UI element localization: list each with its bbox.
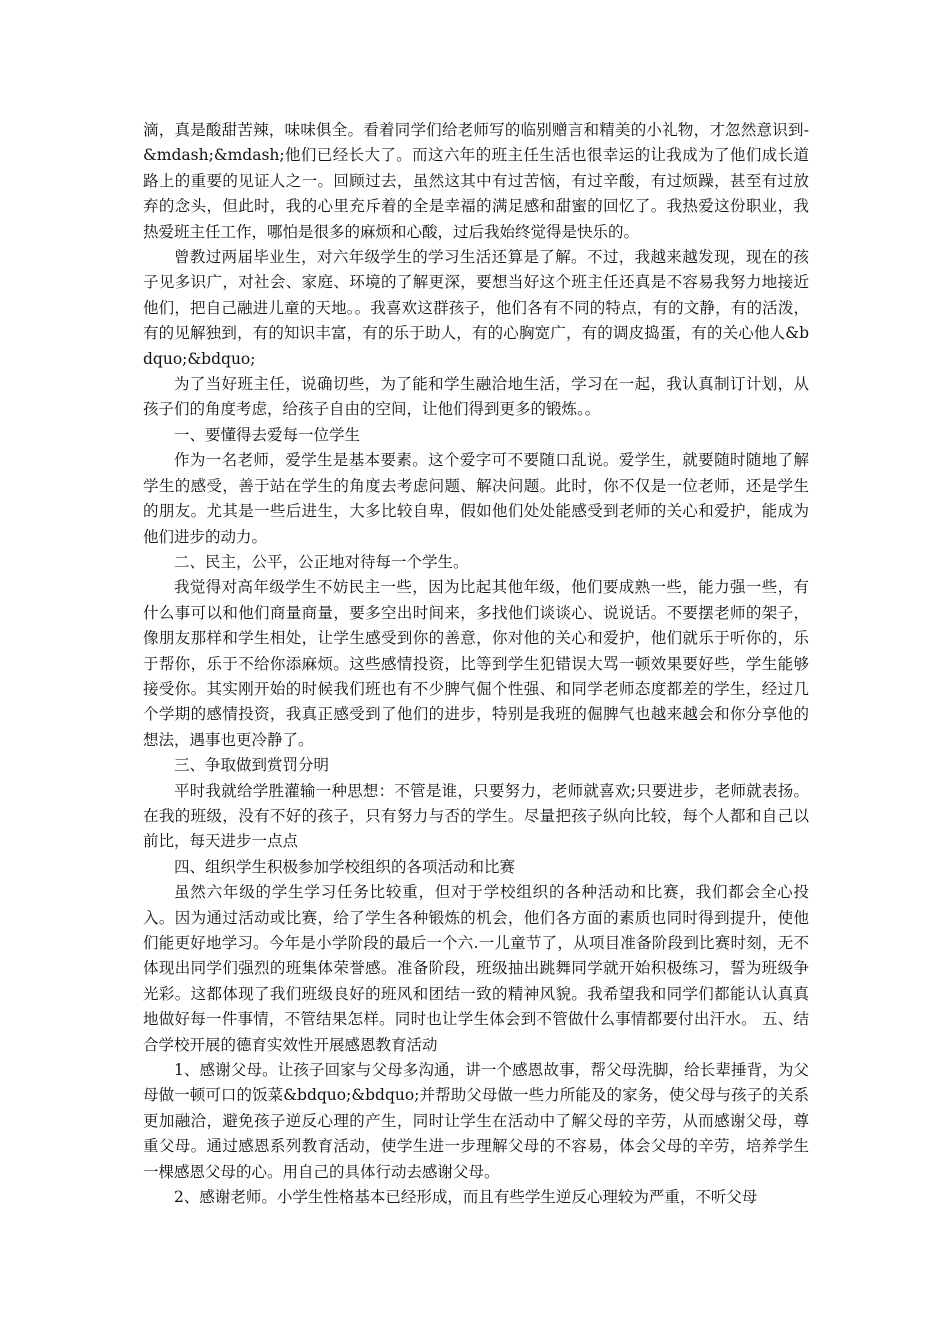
document-page (143, 118, 809, 1210)
section-heading-3: 三、争取做到赏罚分明 (174, 756, 330, 775)
paragraph-love-students: 作为一名老师，爱学生是基本要素。这个爱字可不要随口乱说。爱学生，就要随时随地了解学生的感受，善于站在学生的角度去考虑问题、解决问题。此时，你不仅是一位老师，还是学生的朋友。尤其是一些后进生，大多比较自卑，假如他们处处能感受到老师的关心和爱护，能成为他们进步的动力。 (143, 451, 809, 546)
paragraph-democracy: 我觉得对高年级学生不妨民主一些，因为比起其他年级，他们要成熟一些，能力强一些，有什么事可以和他们商量商量，要多空出时间来，多找他们谈谈心、说说话。不要摆老师的架子，像朋友那样和学生相处，让学生感受到你的善意，你对他的关心和爱护，他们就乐于听你的，乐于帮你，乐于不给你添麻烦。这些感情投资，比等到学生犯错误大骂一顿效果要好些，学生能够接受你。其实刚开始的时候我们班也有不少脾气倔个性强、和同学老师态度都差的学生，经过几个学期的感情投资，我真正感受到了他们的进步，特别是我班的倔脾气也越来越会和你分享他的想法，遇事也更冷静了。 (143, 578, 809, 749)
paragraph-intro-continuation: 滴，真是酸甜苦辣，味味俱全。看着同学们给老师写的临别赠言和精美的小礼物，才忽然意识到-&mdash;&mdash;他们已经长大了。而这六年的班主任生活也很幸运的让我成为了他们成长道路上的重要的见证人之一。回顾过去，虽然这其中有过苦恼，有过辛酸，有过烦躁，甚至有过放弃的念头，但此时，我的心里充斥着的全是幸福的满足感和甜蜜的回忆了。我热爱这份职业，我热爱班主任工作，哪怕是很多的麻烦和心酸，过后我始终觉得是快乐的。 (143, 121, 809, 241)
paragraph-thank-teachers: 2、感谢老师。小学生性格基本已经形成，而且有些学生逆反心理较为严重，不听父母 (174, 1188, 758, 1207)
section-heading-4: 四、组织学生积极参加学校组织的各项活动和比赛 (174, 857, 516, 876)
section-heading-1: 一、要懂得去爱每一位学生 (174, 425, 361, 444)
paragraph-plan: 为了当好班主任，说确切些，为了能和学生融洽地生活，学习在一起，我认真制订计划，从孩子们的角度考虑，给孩子自由的空间，让他们得到更多的锻炼。。 (143, 375, 809, 419)
paragraph-rewards: 平时我就给学胜灌输一种思想：不管是谁，只要努力，老师就喜欢;只要进步，老师就表扬。在我的班级，没有不好的孩子，只有努力与否的学生。尽量把孩子纵向比较，每个人都和自己以前比，每天进步一点点 (143, 781, 809, 851)
paragraph-activities: 虽然六年级的学生学习任务比较重，但对于学校组织的各种活动和比赛，我们都会全心投入。因为通过活动或比赛，给了学生各种锻炼的机会，他们各方面的素质也同时得到提升，使他们能更好地学习。今年是小学阶段的最后一个六.一儿童节了，从项目准备阶段到比赛时刻，无不体现出同学们强烈的班集体荣誉感。准备阶段，班级抽出跳舞同学就开始积极练习，誓为班级争光彩。这都体现了我们班级良好的班风和团结一致的精神风貌。我希望我和同学们都能认认真真地做好每一件事情，不管结果怎样。同时也让学生体会到不管做什么事情都要付出汗水。 五、结合学校开展的德育实效性开展感恩教育活动 (143, 883, 809, 1054)
section-heading-2: 二、民主，公平，公正地对待每一个学生。 (174, 552, 469, 571)
paragraph-experience: 曾教过两届毕业生，对六年级学生的学习生活还算是了解。不过，我越来越发现，现在的孩子见多识广，对社会、家庭、环境的了解更深，要想当好这个班主任还真是不容易我努力地接近他们，把自己融进儿童的天地。。我喜欢这群孩子，他们各有不同的特点，有的文静，有的活泼，有的见解独到，有的知识丰富，有的乐于助人，有的心胸宽广，有的调皮捣蛋，有的关心他人&bdquo;&bdquo; (143, 248, 809, 368)
paragraph-thank-parents: 1、感谢父母。让孩子回家与父母多沟通，讲一个感恩故事，帮父母洗脚，给长辈捶背，为父母做一顿可口的饭菜&bdquo;&bdquo;并帮助父母做一些力所能及的家务，使父母与孩子的关系更加融洽，避免孩子逆反心理的产生，同时让学生在活动中了解父母的辛劳，从而感谢父母，尊重父母。通过感恩系列教育活动，使学生进一步理解父母的不容易，体会父母的辛劳，培养学生一棵感恩父母的心。用自己的具体行动去感谢父母。 (143, 1061, 809, 1181)
